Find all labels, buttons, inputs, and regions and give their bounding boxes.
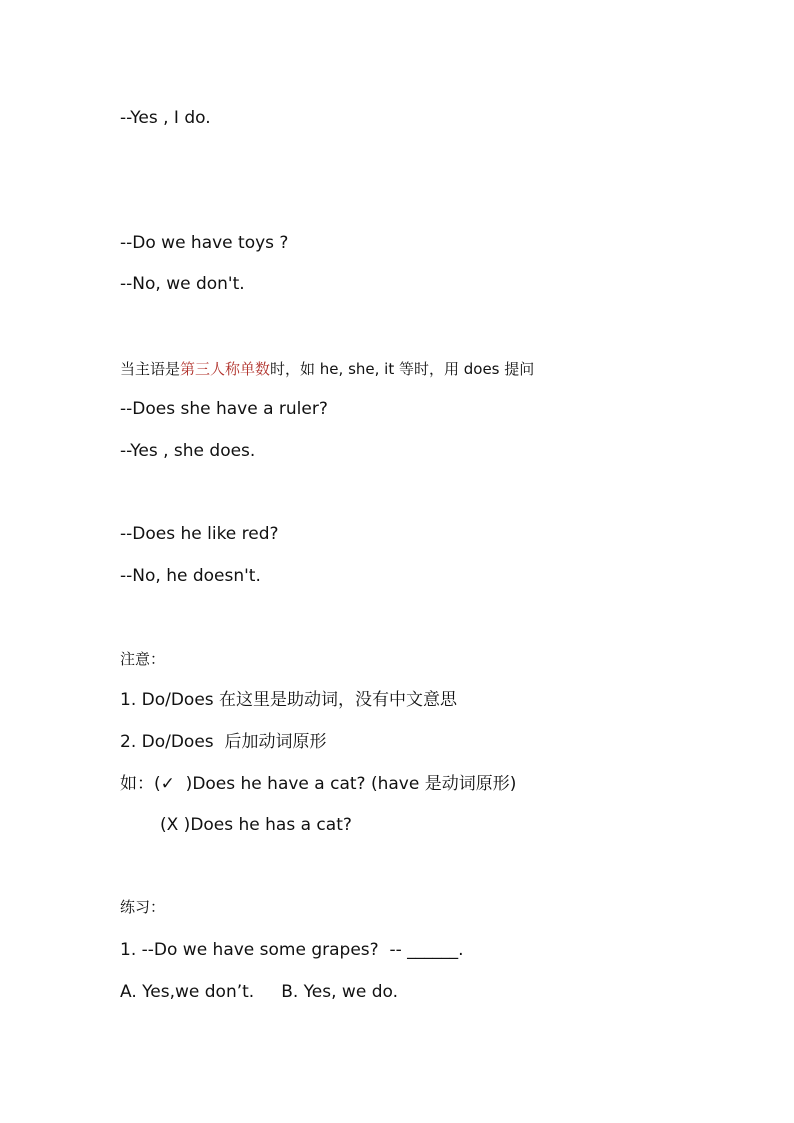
dialog-do-we-have-toys: --Do we have toys ? <box>120 233 289 253</box>
rule-suffix: 时，如 he, she, it 等时，用 does 提问 <box>270 360 535 378</box>
note-item-1: 1. Do/Does 在这里是助动词，没有中文意思 <box>120 690 458 710</box>
notes-heading: 注意： <box>120 650 166 668</box>
exercise-question-1-options: A. Yes,we don’t. B. Yes, we do. <box>120 982 398 1002</box>
exercise-heading: 练习： <box>120 898 166 916</box>
rule-third-person <box>120 358 534 380</box>
note-item-2: 2. Do/Does 后加动词原形 <box>120 732 327 752</box>
exercise-question-1: 1. --Do we have some grapes? -- ______. <box>120 940 464 960</box>
example-yes-she-does: --Yes , she does. <box>120 441 256 461</box>
example-no-he-doesnt: --No, he doesn't. <box>120 566 261 586</box>
example-does-she: --Does she have a ruler? <box>120 399 328 419</box>
note-correct-example: 如：(✓ )Does he have a cat? (have 是动词原形) <box>120 774 517 794</box>
rule-prefix: 当主语是 <box>120 360 181 378</box>
example-does-he-like: --Does he like red? <box>120 524 279 544</box>
dialog-yes-i-do: --Yes , I do. <box>120 108 211 128</box>
dialog-no-we-dont: --No, we don't. <box>120 274 245 294</box>
note-wrong-example: (X )Does he has a cat? <box>160 815 352 835</box>
rule-highlight: 第三人称单数 <box>180 360 271 378</box>
